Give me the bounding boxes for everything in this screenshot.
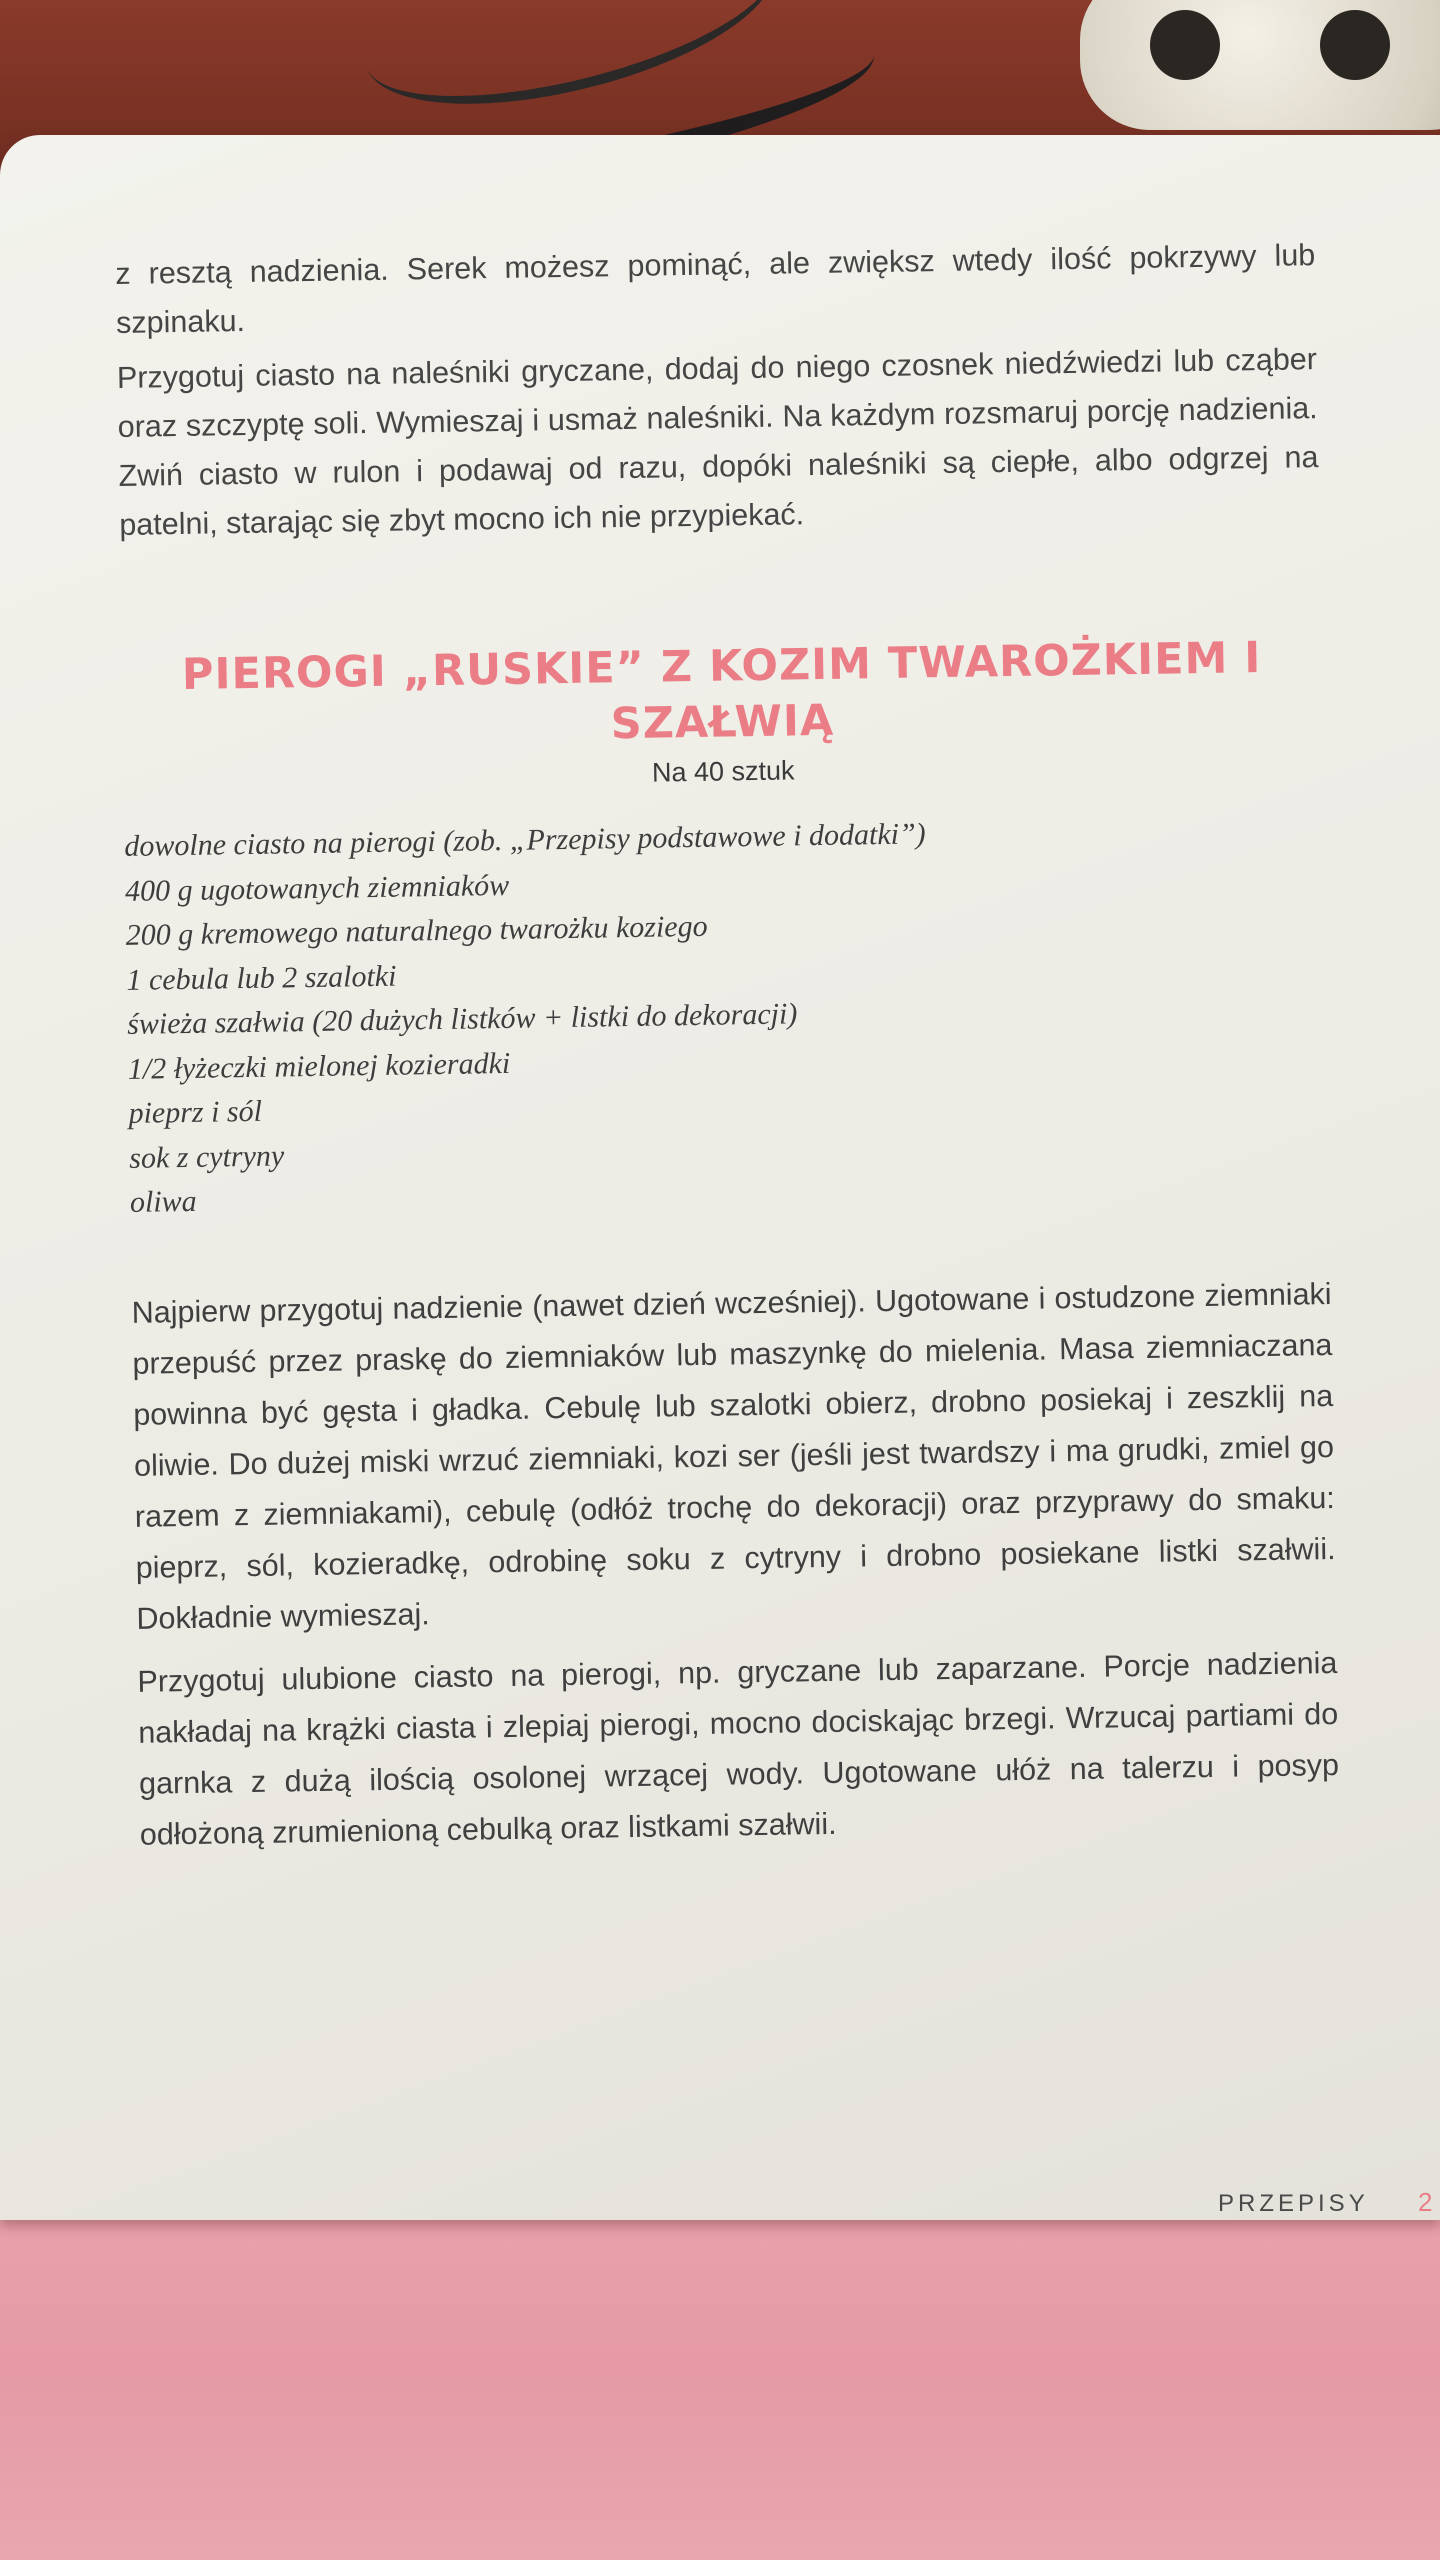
ingredient-item: 1/2 łyżeczki mielonej kozieradki (127, 1046, 511, 1086)
book-page (0, 135, 1440, 2220)
outlet-socket (1320, 10, 1390, 80)
instruction-paragraph: Najpierw przygotuj nadzienie (nawet dzień wcześniej). Ugotowane i ostudzone ziemniaki przepuść przez praskę do ziemniaków lub maszynkę do mielenia. Masa ziemniaczana powinna być gęsta i gładka. Cebulę lub szalotki obierz, drobno posiekaj i zeszklij na oliwie. Do dużej miski wrzuć ziemniaki, kozi ser (jeśli jest twardszy i ma grudki, zmiel go razem z ziemniakami), cebulę (odłóż trochę do dekoracji) oraz przyprawy do smaku: pieprz, sól, kozieradkę, odrobinę soku z cytryny i drobno posiekane listki szałwii. Dokładnie wymieszaj. (131, 1276, 1336, 1636)
ingredient-item: dowolne ciasto na pierogi (zob. „Przepisy podstawowe i dodatki”) (124, 817, 926, 863)
outlet-socket (1150, 10, 1220, 80)
ingredient-item: pieprz i sól (128, 1094, 263, 1130)
ingredient-item: 1 cebula lub 2 szalotki (126, 959, 397, 997)
ingredient-item: sok z cytryny (129, 1138, 285, 1175)
ingredient-item: 400 g ugotowanych ziemniaków (124, 868, 510, 908)
ingredient-item: świeża szałwia (20 dużych listków + listki do dekoracji) (126, 997, 798, 1041)
ingredient-list (124, 806, 1330, 1225)
recipe-yield: Na 40 sztuk (651, 755, 795, 788)
ingredient-item: oliwa (129, 1184, 197, 1219)
power-outlet (1080, 0, 1440, 130)
section-label: PRZEPISY (1218, 2190, 1369, 2217)
page-content (115, 231, 1340, 1872)
page-number: 2 (1418, 2187, 1433, 2217)
ingredient-item: 200 g kremowego naturalnego twarożku koziego (125, 909, 708, 952)
intro-paragraph: Przygotuj ciasto na naleśniki gryczane, dodaj do niego czosnek niedźwiedzi lub cząber oraz szczyptę soli. Wymieszaj i usmaż naleśniki. Na każdym rozsmaruj porcję nadzienia. Zwiń ciasto w rulon i podawaj od razu, dopóki naleśniki są ciepłe, albo odgrzej na patelni, starając się zbyt mocno ich nie przypiekać. (116, 342, 1319, 542)
recipe-title: PIEROGI „RUSKIE” Z KOZIM TWAROŻKIEM I SZAŁWIĄ (181, 633, 1262, 750)
instruction-paragraph: Przygotuj ulubione ciasto na pierogi, np. gryczane lub zaparzane. Porcje nadzienia nakładaj na krążki ciasta i zlepiaj pierogi, mocno dociskając brzegi. Wrzucaj partiami do garnka z dużą ilością osolonej wrzącej wody. Ugotowane ułóż na talerzu i posyp odłożoną zrumienioną cebulką oraz listkami szałwii. (137, 1645, 1340, 1852)
pink-cloth-background (0, 2180, 1440, 2560)
intro-paragraph: z resztą nadzienia. Serek możesz pominąć, ale zwiększ wtedy ilość pokrzywy lub szpinaku. (115, 238, 1316, 340)
